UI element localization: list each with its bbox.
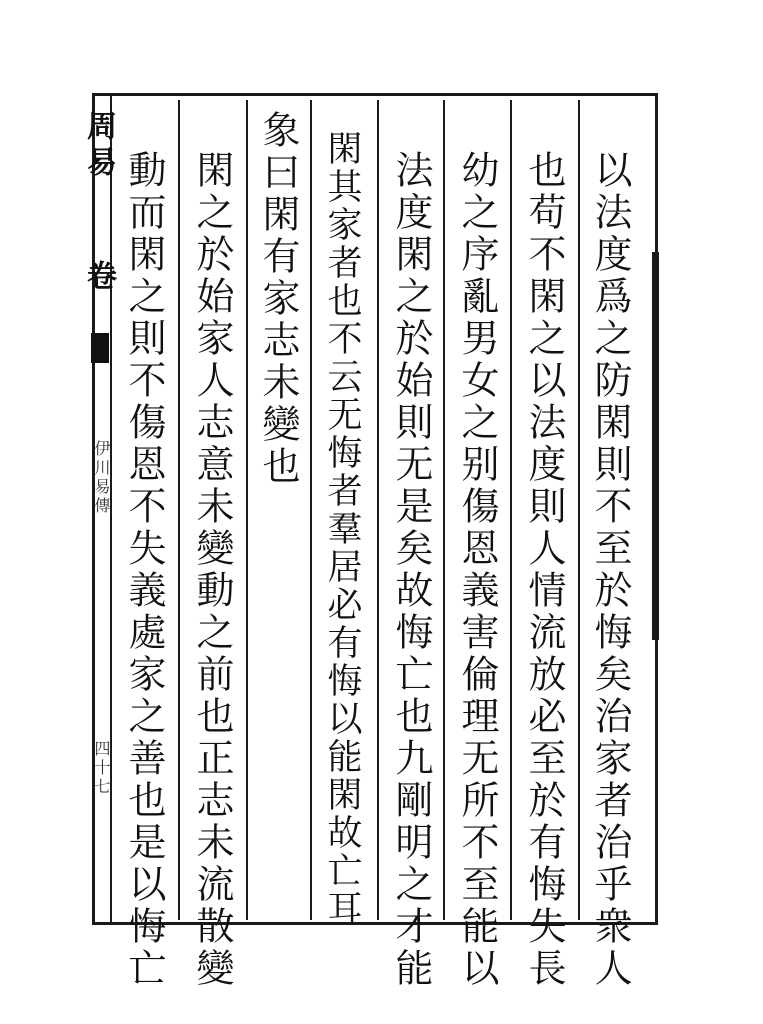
text-column-3: 幼之序亂男女之别傷恩義害倫理无所不至能以 <box>455 150 499 990</box>
text-column-4: 法度閑之於始則无是矣故悔亡也九剛明之才能 <box>389 150 433 990</box>
text-column-5: 閑其家者也不云无悔者羣居必有悔以能閑故亡耳 <box>322 130 362 928</box>
bottom-border <box>92 922 658 925</box>
column-rule <box>178 100 180 920</box>
fish-tail-mark <box>91 333 109 363</box>
margin-book-title: 周易 <box>81 110 116 182</box>
page-edge-bar <box>652 252 659 640</box>
margin-page-number: 四十七 <box>92 740 111 797</box>
text-column-8: 動而閑之則不傷恩不失義處家之善也是以悔亡 <box>122 150 166 990</box>
column-rule <box>578 100 580 920</box>
column-rule <box>310 100 312 920</box>
column-rule <box>246 100 248 920</box>
margin-section: 卷 <box>81 260 116 296</box>
text-column-7: 閑之於始家人志意未變動之前也正志未流散變 <box>190 150 234 990</box>
margin-subtitle: 伊川易傳 <box>92 440 111 516</box>
column-rule <box>443 100 445 920</box>
column-rule <box>510 100 512 920</box>
text-column-1: 以法度爲之防閑則不至於悔矣治家者治乎衆人 <box>588 150 632 990</box>
text-column-2: 也苟不閑之以法度則人情流放必至於有悔失長 <box>522 150 566 990</box>
top-border <box>92 93 658 96</box>
column-rule <box>377 100 379 920</box>
text-column-6: 象曰閑有家志未變也 <box>256 110 300 488</box>
